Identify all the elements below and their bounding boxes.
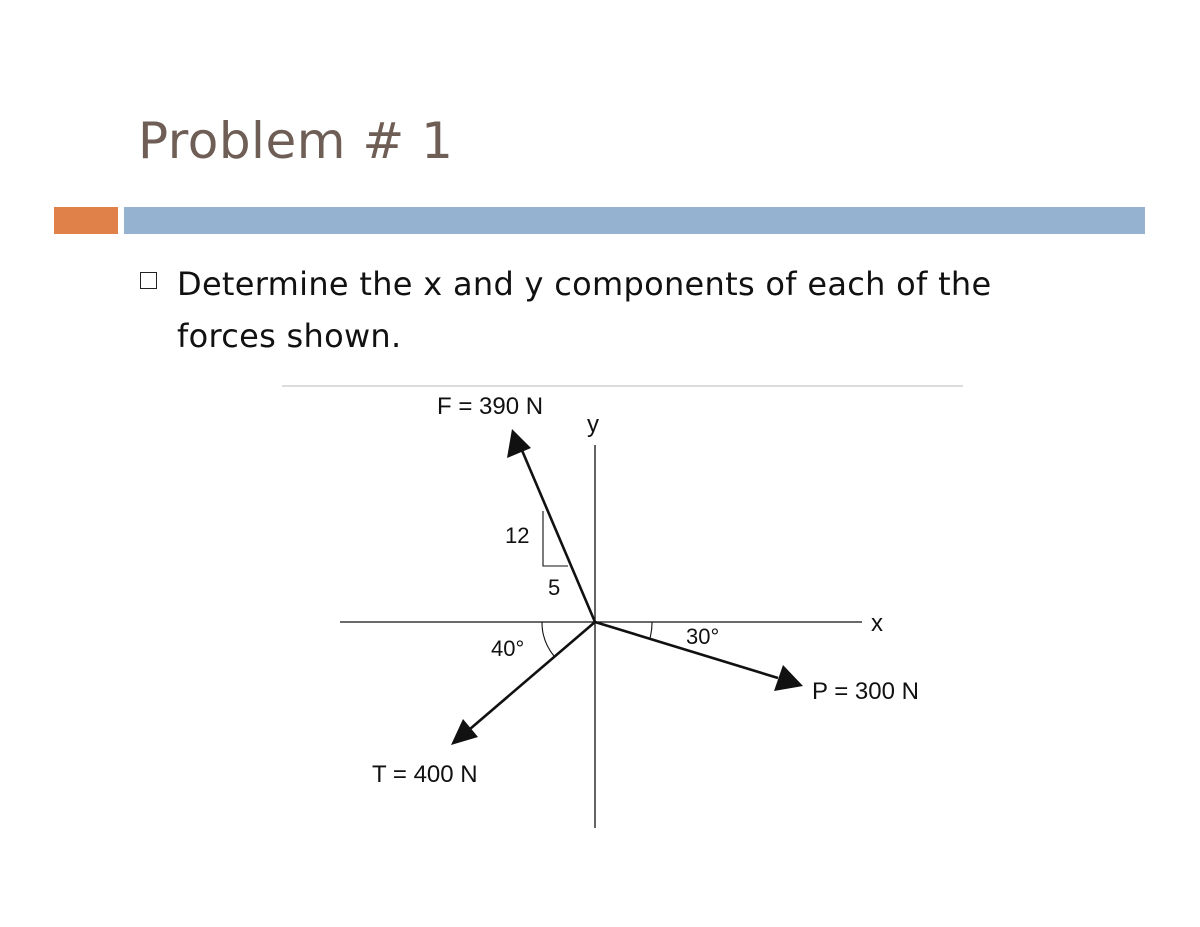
angle-arc-40 xyxy=(542,622,554,656)
angle-40-label: 40° xyxy=(491,636,525,661)
force-p-label: P = 300 N xyxy=(812,678,919,705)
x-axis-label: x xyxy=(871,610,883,637)
force-t-shaft xyxy=(470,622,595,729)
force-t-arrowhead xyxy=(451,719,478,745)
slope-rise-label: 12 xyxy=(505,523,530,548)
angle-30-label: 30° xyxy=(686,624,720,649)
force-p-arrowhead xyxy=(774,665,803,691)
force-f-label: F = 390 N xyxy=(437,393,544,420)
y-axis-label: y xyxy=(587,411,599,438)
slide-title: Problem # 1 xyxy=(138,112,454,170)
force-f-arrowhead xyxy=(507,429,531,458)
bullet-text: Determine the x and y components of each of the forces shown. xyxy=(177,265,992,355)
slope-triangle xyxy=(543,511,568,566)
force-t-label: T = 400 N xyxy=(372,761,478,788)
angle-arc-30 xyxy=(650,622,652,638)
slope-run-label: 5 xyxy=(548,575,561,600)
